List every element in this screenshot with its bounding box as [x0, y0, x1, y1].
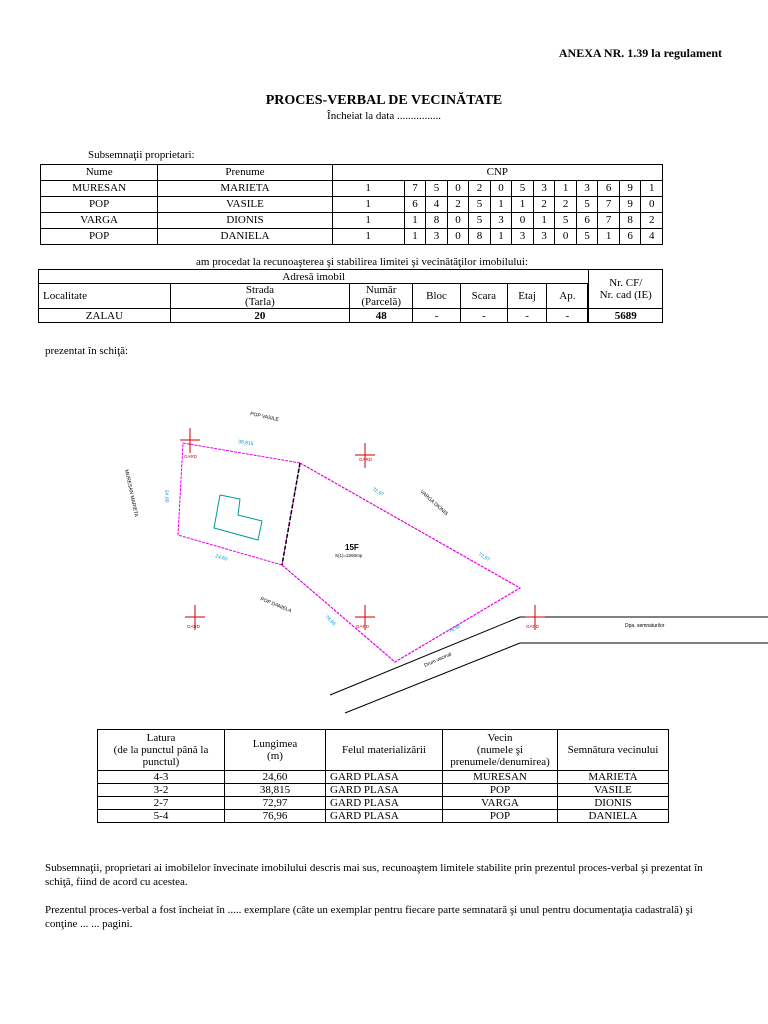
cnp-digit: 5 [576, 229, 598, 245]
limit-neighbour: VARGA [443, 797, 558, 810]
col-latura-line3: punctul) [142, 756, 180, 768]
sketch-caption: prezentat în schiţă: [45, 345, 129, 357]
label-muresan-marieta: MURESAN MARIETA [123, 469, 139, 518]
address-group-header: Adresă imobil [39, 270, 589, 284]
limit-side: 3-2 [98, 784, 225, 797]
limit-material: GARD PLASA [326, 771, 443, 784]
marker-label-2: GARD [359, 457, 373, 462]
owner-first-name: VASILE [158, 197, 332, 213]
len-top: 38,815 [237, 439, 254, 448]
cnp-digit: 2 [555, 197, 577, 213]
col-lungimea [225, 730, 326, 771]
cnp-digit: 3 [490, 213, 512, 229]
val-cf: 5689 [589, 309, 663, 323]
copies-paragraph: Prezentul proces-verbal a fost încheiat în ..... exemplare (câte un exemplar pentru fiecare parte semnatară şi unul pentru documentaţia cadastrală) şi conţine ... ... pagini. [45, 904, 693, 930]
cnp-digit: 1 [332, 181, 404, 197]
cnp-digit: 9 [619, 181, 641, 197]
cnp-digit: 0 [447, 213, 469, 229]
col-vecin-line3: prenumele/denumirea) [450, 756, 550, 768]
parcel-area: S(1)=3260mp [335, 553, 363, 558]
cnp-digit: 5 [576, 197, 598, 213]
cnp-digit: 9 [619, 197, 641, 213]
cnp-digit: 0 [447, 229, 469, 245]
len-bottom: 76,96 [323, 614, 337, 628]
address-intro: am procedat la recunoaşterea şi stabilirea limitei şi vecinătăţilor imobilului: [196, 256, 529, 268]
cnp-digit: 8 [469, 229, 491, 245]
label-rail: Dpa. semnaturilor [625, 623, 665, 629]
label-pop-daniela: POP DANIELA [259, 596, 293, 615]
limit-side: 4-3 [98, 771, 225, 784]
limit-signature: VASILE [558, 784, 669, 797]
col-first-name: Prenume [158, 165, 332, 181]
cnp-digit: 1 [332, 213, 404, 229]
col-semnatura: Semnătura vecinului [558, 730, 669, 771]
len-right-1: 72,97 [371, 486, 385, 498]
owner-name: VARGA [41, 213, 158, 229]
cnp-digit: 3 [426, 229, 448, 245]
owner-first-name: DANIELA [158, 229, 332, 245]
owner-name: POP [41, 197, 158, 213]
limit-row [98, 810, 669, 823]
owner-row [41, 197, 663, 213]
limit-side: 5-4 [98, 810, 225, 823]
col-numar-line1: Număr [365, 284, 397, 296]
owners-header-row [41, 165, 663, 181]
cnp-digit: 5 [469, 213, 491, 229]
owner-row [41, 181, 663, 197]
col-scara: Scara [460, 284, 507, 309]
owners-table [40, 164, 663, 245]
col-etaj: Etaj [507, 284, 546, 309]
col-vecin-line1: Vecin [487, 732, 513, 744]
val-strada: 20 [170, 309, 349, 323]
limit-material: GARD PLASA [326, 784, 443, 797]
parcel-id: 15F [345, 543, 359, 552]
col-latura-line1: Latura [146, 732, 176, 744]
len-bottom-2: 76,96 [448, 623, 462, 635]
val-bloc: - [413, 309, 460, 323]
cnp-digit: 1 [404, 213, 426, 229]
col-cnp: CNP [332, 165, 662, 181]
limit-material: GARD PLASA [326, 810, 443, 823]
cnp-digit: 0 [512, 213, 534, 229]
cnp-digit: 2 [533, 197, 555, 213]
col-cf-line1: Nr. CF/ [609, 277, 643, 289]
cnp-digit: 5 [512, 181, 534, 197]
date-line: Încheiat la data ................ [327, 110, 441, 122]
col-bloc: Bloc [413, 284, 460, 309]
cnp-digit: 0 [490, 181, 512, 197]
limit-neighbour: MURESAN [443, 771, 558, 784]
val-numar: 48 [349, 309, 412, 323]
cnp-digit: 1 [404, 229, 426, 245]
col-strada-line2: (Tarla) [245, 296, 275, 308]
col-materializare: Felul materializării [326, 730, 443, 771]
annex-label: ANEXA NR. 1.39 la regulament [558, 46, 722, 60]
limit-row [98, 797, 669, 810]
col-ap: Ap. [547, 284, 588, 309]
limit-neighbour: POP [443, 784, 558, 797]
limit-signature: DIONIS [558, 797, 669, 810]
address-header-row [39, 284, 663, 309]
col-lungimea-line2: (m) [267, 750, 283, 762]
cnp-digit: 3 [512, 229, 534, 245]
limit-length: 24,60 [225, 771, 326, 784]
cnp-digit: 0 [641, 197, 663, 213]
cnp-digit: 1 [332, 229, 404, 245]
cnp-digit: 1 [598, 229, 620, 245]
cnp-digit: 1 [332, 197, 404, 213]
cnp-digit: 4 [426, 197, 448, 213]
owner-first-name: MARIETA [158, 181, 332, 197]
cnp-digit: 0 [447, 181, 469, 197]
cnp-digit: 3 [533, 181, 555, 197]
cnp-digit: 1 [641, 181, 663, 197]
limit-material: GARD PLASA [326, 797, 443, 810]
marker-label-1: GARD [184, 454, 198, 459]
limit-side: 2-7 [98, 797, 225, 810]
cnp-digit: 7 [404, 181, 426, 197]
val-localitate: ZALAU [39, 309, 171, 323]
label-pop-vasile: POP VASILE [249, 411, 280, 423]
address-group-row [39, 270, 663, 284]
limit-row [98, 771, 669, 784]
owner-row [41, 213, 663, 229]
limits-table [97, 729, 669, 823]
marker-label-5: GARD [526, 624, 540, 629]
cnp-digit: 1 [490, 197, 512, 213]
limit-row [98, 784, 669, 797]
cnp-digit: 1 [555, 181, 577, 197]
cnp-digit: 5 [555, 213, 577, 229]
owner-first-name: DIONIS [158, 213, 332, 229]
col-strada-line1: Strada [245, 284, 274, 296]
col-strada [170, 284, 349, 309]
col-latura [98, 730, 225, 771]
label-road: Drum vecinal [423, 651, 453, 669]
limit-length: 38,815 [225, 784, 326, 797]
cnp-digit: 1 [490, 229, 512, 245]
limit-length: 72,97 [225, 797, 326, 810]
len-right-2: 72,97 [477, 551, 491, 563]
address-value-row [39, 309, 663, 323]
cnp-digit: 7 [598, 197, 620, 213]
limit-length: 76,96 [225, 810, 326, 823]
cnp-digit: 1 [533, 213, 555, 229]
owners-intro: Subsemnaţii proprietari: [88, 149, 195, 161]
col-name: Nume [41, 165, 158, 181]
col-latura-line2: (de la punctul până la [113, 744, 209, 756]
col-numar-line2: (Parcelă) [361, 296, 402, 308]
limit-signature: DANIELA [558, 810, 669, 823]
val-scara: - [460, 309, 507, 323]
cnp-digit: 2 [641, 213, 663, 229]
cnp-digit: 8 [619, 213, 641, 229]
cnp-digit: 1 [512, 197, 534, 213]
col-cf [589, 270, 663, 309]
col-vecin-line2: (numele şi [476, 744, 524, 756]
page-title: PROCES-VERBAL DE VECINĂTATE [265, 93, 503, 108]
cnp-digit: 6 [598, 181, 620, 197]
col-lungimea-line1: Lungimea [252, 738, 298, 750]
val-etaj: - [507, 309, 546, 323]
agreement-paragraph: Subsemnaţii, proprietari ai imobilelor învecinate imobilului descris mai sus, recunoaştem limitele stabilite prin prezentul proces-verbal şi prezentat în schiţă, fiind de acord cu acestea. [45, 862, 703, 888]
spacer [588, 284, 589, 309]
marker-2 [355, 443, 375, 468]
cadastral-sketch [0, 395, 768, 715]
cnp-digit: 8 [426, 213, 448, 229]
cnp-digit: 6 [404, 197, 426, 213]
marker-label-3: GARD [187, 624, 201, 629]
cnp-digit: 3 [533, 229, 555, 245]
owner-name: MURESAN [41, 181, 158, 197]
owner-row [41, 229, 663, 245]
col-localitate: Localitate [39, 284, 171, 309]
limit-signature: MARIETA [558, 771, 669, 784]
col-vecin [443, 730, 558, 771]
building-outline [214, 495, 262, 540]
val-ap: - [547, 309, 588, 323]
cnp-digit: 4 [641, 229, 663, 245]
address-table [38, 269, 663, 323]
limits-header-row [98, 730, 669, 771]
cnp-digit: 5 [426, 181, 448, 197]
cnp-digit: 0 [555, 229, 577, 245]
cnp-digit: 5 [469, 197, 491, 213]
cnp-digit: 7 [598, 213, 620, 229]
cnp-digit: 3 [576, 181, 598, 197]
cnp-digit: 6 [576, 213, 598, 229]
len-inner: 24,60 [214, 553, 229, 563]
marker-label-4: GARD [356, 624, 370, 629]
label-varga-dionis: VARGA DIONIS [418, 489, 450, 518]
cnp-digit: 2 [469, 181, 491, 197]
owner-name: POP [41, 229, 158, 245]
col-cf-line2: Nr. cad (IE) [599, 289, 652, 301]
len-left: 24,60 [163, 489, 170, 503]
limit-neighbour: POP [443, 810, 558, 823]
cnp-digit: 6 [619, 229, 641, 245]
col-numar [349, 284, 412, 309]
cnp-digit: 2 [447, 197, 469, 213]
